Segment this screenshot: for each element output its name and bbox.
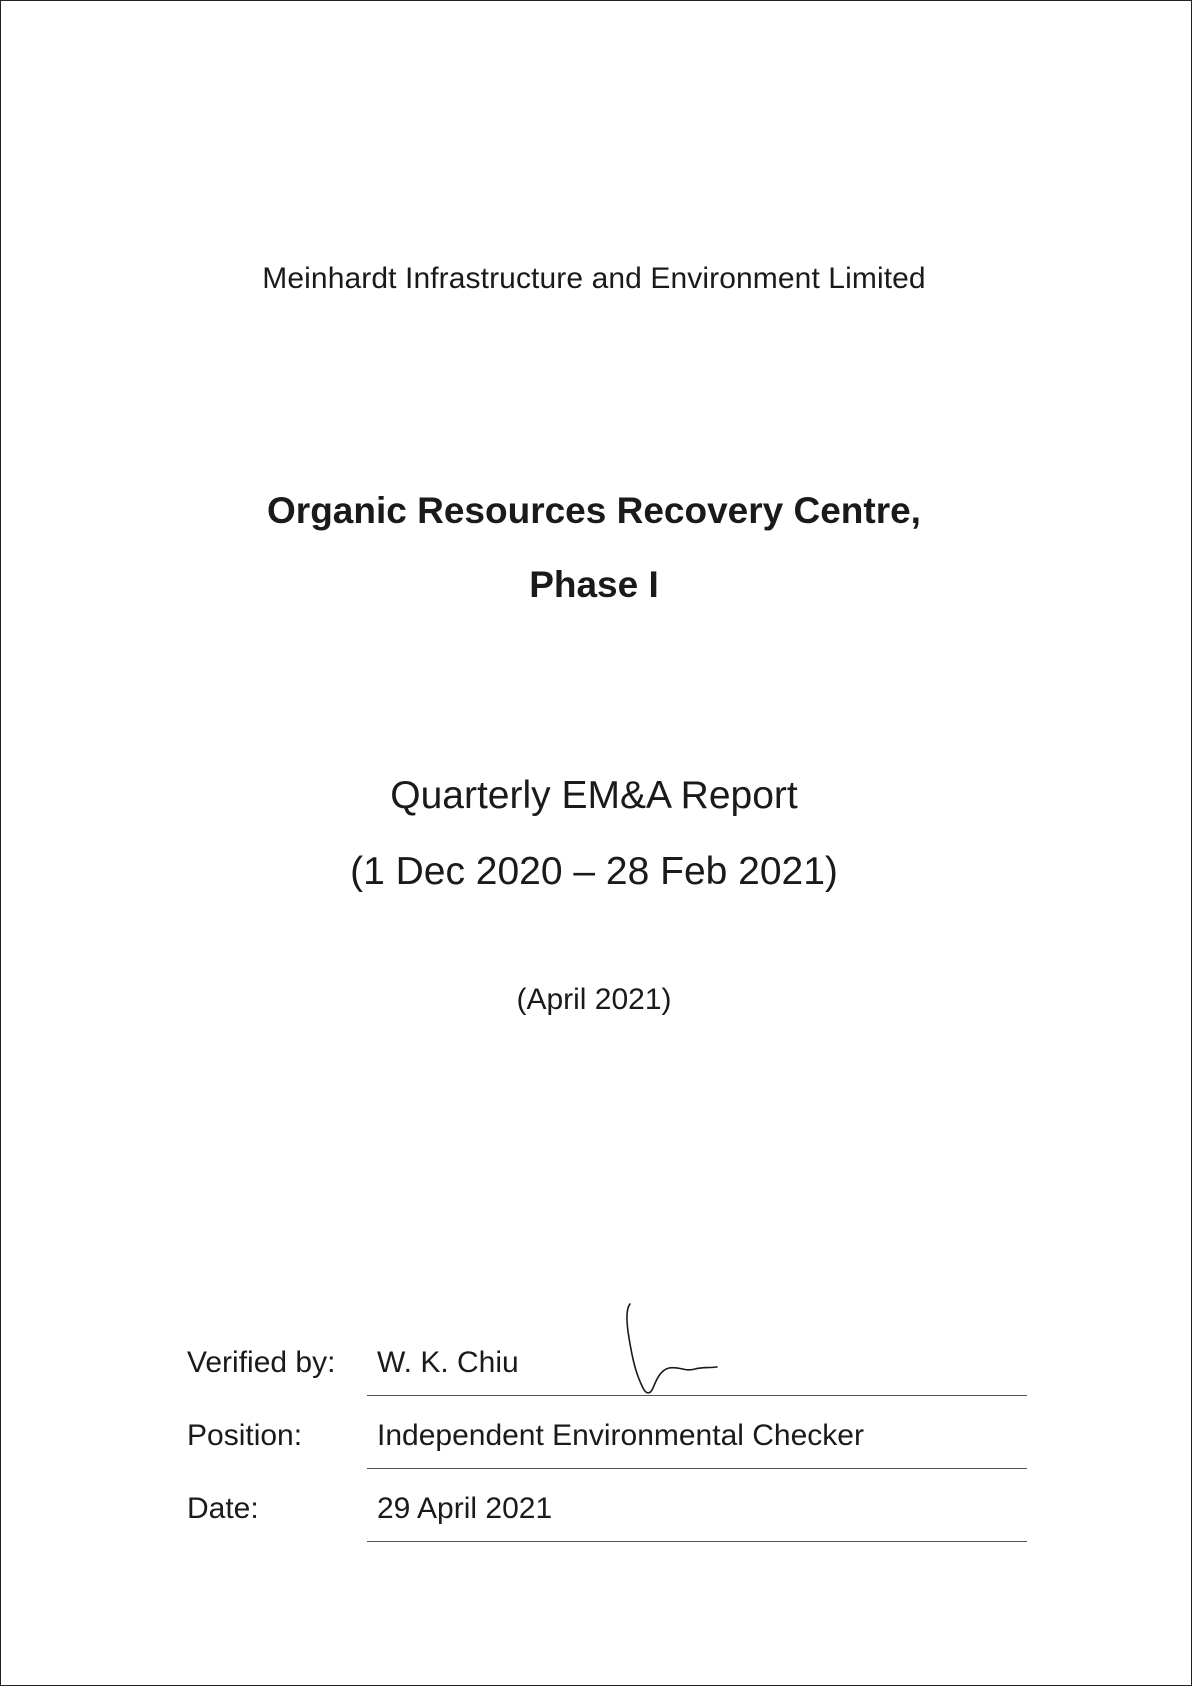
verified-by-label: Verified by:: [187, 1346, 336, 1379]
report-title: [0, 758, 1188, 910]
date-label: Date:: [187, 1492, 259, 1525]
company-name: Meinhardt Infrastructure and Environment Limited: [262, 262, 926, 295]
project-title: [0, 474, 1188, 622]
project-title-line1: Organic Resources Recovery Centre,: [267, 490, 921, 531]
verified-by-value: W. K. Chiu: [377, 1346, 519, 1379]
report-period: (1 Dec 2020 – 28 Feb 2021): [350, 850, 838, 893]
position-row: [187, 1419, 1027, 1491]
date-row: [187, 1492, 1027, 1564]
position-value: Independent Environmental Checker: [377, 1419, 864, 1452]
position-line: [367, 1468, 1027, 1469]
project-title-line2: Phase I: [529, 564, 659, 605]
report-title-line1: Quarterly EM&A Report: [390, 774, 798, 817]
issue-date: (April 2021): [516, 983, 672, 1016]
date-value: 29 April 2021: [377, 1492, 553, 1525]
date-line: [367, 1541, 1027, 1542]
signature-image: [605, 1296, 735, 1406]
position-label: Position:: [187, 1419, 303, 1452]
